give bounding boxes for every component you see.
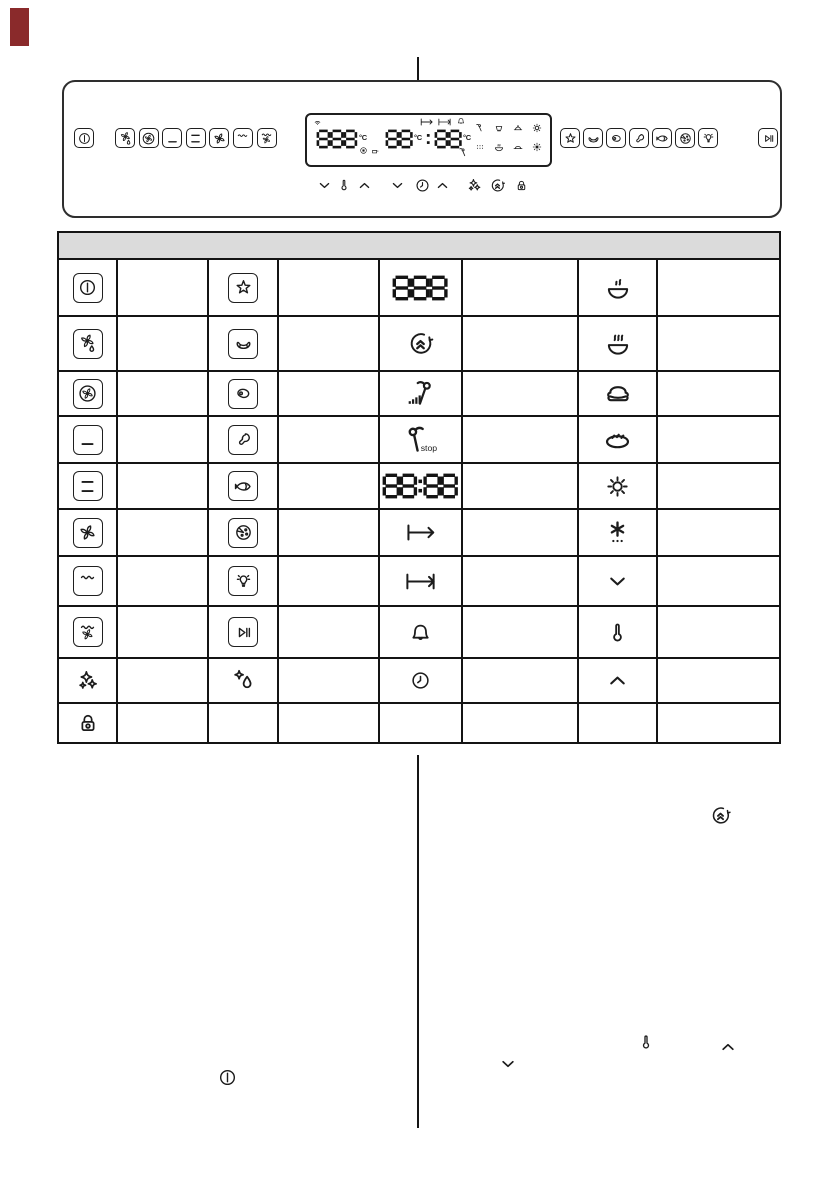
lock-icon xyxy=(514,178,529,193)
fan-function-button xyxy=(209,128,229,148)
grill-function-button xyxy=(233,128,253,148)
chevron-down-icon xyxy=(606,570,629,593)
bell-icon xyxy=(407,619,434,646)
table-description-cell xyxy=(118,464,207,508)
table-description-cell xyxy=(658,659,779,702)
lamp-program-button xyxy=(698,128,718,148)
auto-indicator xyxy=(359,146,368,155)
table-description-cell xyxy=(118,317,207,370)
display-unit: °C xyxy=(359,133,368,142)
table-description-cell xyxy=(118,260,207,315)
page-edge-tab xyxy=(10,8,29,46)
table-description-cell xyxy=(658,464,779,508)
table-icon-cell xyxy=(579,607,656,657)
table-description-cell xyxy=(463,260,577,315)
table-description-cell xyxy=(279,659,378,702)
table-description-cell xyxy=(579,704,656,742)
power-button-icon xyxy=(73,273,103,303)
pizza-program-button xyxy=(675,128,695,148)
table-icon-cell xyxy=(209,464,277,508)
power-icon xyxy=(77,277,98,298)
fish-icon xyxy=(655,131,670,146)
table-description-cell xyxy=(279,510,378,555)
thermometer-icon xyxy=(604,619,631,646)
table-description-cell xyxy=(463,557,577,605)
table-description-cell xyxy=(279,557,378,605)
circled-star-icon xyxy=(359,146,368,155)
table-icon-cell xyxy=(380,607,461,657)
fan-grill-function-button xyxy=(257,128,277,148)
table-icon-cell xyxy=(380,260,461,315)
playpause-button-icon xyxy=(228,617,258,647)
star-icon xyxy=(233,277,254,298)
lamp-button-icon xyxy=(228,566,258,596)
oven-function-buttons xyxy=(115,128,277,148)
bottom-heat-button-icon xyxy=(73,425,103,455)
star-icon xyxy=(563,131,578,146)
table-icon-cell xyxy=(59,704,116,742)
chevron-up-control xyxy=(357,178,372,193)
fan-circle-icon xyxy=(141,131,156,146)
defrost-icon xyxy=(604,519,631,546)
table-description-cell xyxy=(463,464,577,508)
table-header xyxy=(59,233,779,258)
table-icon-cell xyxy=(209,510,277,555)
bowl-steam-3-icon xyxy=(603,329,633,359)
sun-filled-icon xyxy=(531,141,543,153)
bowl-mini-icon xyxy=(493,141,505,153)
table-icon-cell xyxy=(579,417,656,462)
table-description-cell xyxy=(118,557,207,605)
table-description-cell xyxy=(118,510,207,555)
probe-stop-icon xyxy=(403,422,439,458)
table-description-cell xyxy=(658,417,779,462)
table-description-cell xyxy=(463,704,577,742)
cloche-icon xyxy=(512,122,524,134)
table-icon-cell xyxy=(380,659,461,702)
fan-grill-icon xyxy=(77,622,98,643)
croissant-button-icon xyxy=(228,329,258,359)
display-unit: °C xyxy=(414,133,423,142)
inline-power-icon xyxy=(217,1067,238,1088)
pizza-button-icon xyxy=(228,518,258,548)
arrow-end-icon xyxy=(437,117,452,127)
lamp-icon xyxy=(233,571,254,592)
play-pause-icon xyxy=(761,131,776,146)
lamp-icon xyxy=(701,131,716,146)
sun-mini-icon xyxy=(531,122,543,134)
inline-quick-heat-icon xyxy=(709,804,732,827)
table-icon-cell xyxy=(59,607,116,657)
table-description-cell xyxy=(209,704,277,742)
lock-control xyxy=(514,178,529,193)
top-bottom-heat-function-button xyxy=(186,128,206,148)
table-description-cell xyxy=(463,417,577,462)
chevron-down-icon xyxy=(499,1055,517,1073)
table-description-cell xyxy=(658,510,779,555)
bottom-heat-function-button xyxy=(162,128,182,148)
column-divider-line xyxy=(417,755,419,1128)
table-description-cell xyxy=(279,260,378,315)
arrow-start-icon xyxy=(404,521,437,544)
conventional-icon xyxy=(77,476,98,497)
chevron-down-control xyxy=(317,178,332,193)
conventional-button-icon xyxy=(73,471,103,501)
table-icon-cell xyxy=(59,372,116,415)
croissant-icon xyxy=(586,131,601,146)
table-description-cell xyxy=(279,317,378,370)
star-button-icon xyxy=(228,273,258,303)
table-icon-cell xyxy=(209,659,277,702)
display-temp-digits xyxy=(316,129,358,149)
control-panel-diagram xyxy=(62,80,782,218)
table-description-cell xyxy=(279,607,378,657)
star-program-button xyxy=(560,128,580,148)
table-description-cell xyxy=(658,607,779,657)
fish-button-icon xyxy=(228,471,258,501)
sun-mini-indicator xyxy=(531,122,543,134)
dots-indicator xyxy=(474,141,486,153)
grill-icon xyxy=(235,131,250,146)
table-description-cell xyxy=(118,659,207,702)
chevron-up-icon xyxy=(606,669,629,692)
table-description-cell xyxy=(463,607,577,657)
bowl-steam-1-icon xyxy=(603,273,633,303)
table-icon-cell xyxy=(209,372,277,415)
probe-signal-icon xyxy=(404,377,437,410)
meat-button-icon xyxy=(228,379,258,409)
brioche-icon xyxy=(602,378,634,410)
program-buttons xyxy=(560,128,718,148)
table-description-cell xyxy=(118,417,207,462)
display-time-digits xyxy=(385,129,413,149)
table-icon-cell xyxy=(380,417,461,462)
table-icon-cell xyxy=(380,557,461,605)
steam-fan-function-button xyxy=(115,128,135,148)
power-button xyxy=(74,128,94,148)
table-description-cell xyxy=(279,704,378,742)
fan-only-icon xyxy=(212,131,227,146)
dish-icon xyxy=(512,141,524,153)
chicken-button-icon xyxy=(228,425,258,455)
table-description-cell xyxy=(658,557,779,605)
chevron-up-icon xyxy=(435,178,450,193)
fan-grill-button-icon xyxy=(73,617,103,647)
meat-icon xyxy=(233,383,254,404)
cloche-indicator xyxy=(512,122,524,134)
probe-mini-icon xyxy=(457,146,470,159)
table-icon-cell xyxy=(209,317,277,370)
fan-only-button-icon xyxy=(73,518,103,548)
table-icon-cell xyxy=(59,417,116,462)
table-description-cell xyxy=(118,607,207,657)
table-description-cell xyxy=(463,659,577,702)
table-icon-cell xyxy=(579,260,656,315)
table-icon-cell xyxy=(579,317,656,370)
fan-steam-icon xyxy=(77,333,98,354)
quick-heat-control xyxy=(489,177,506,194)
fan-only-icon xyxy=(77,522,98,543)
table-icon-cell xyxy=(579,557,656,605)
cup-indicator xyxy=(493,122,505,134)
table-icon-cell xyxy=(579,464,656,508)
power-icon xyxy=(217,1067,238,1088)
end-time-indicator xyxy=(437,117,452,127)
fan-steam-icon xyxy=(118,131,133,146)
grill-button-icon xyxy=(73,566,103,596)
inline-chevron-up-icon xyxy=(719,1038,737,1056)
table-description-cell xyxy=(463,372,577,415)
thermometer-control xyxy=(336,177,352,193)
start-pause-button xyxy=(758,128,778,148)
quick-heat-icon xyxy=(489,177,506,194)
grill-icon xyxy=(77,571,98,592)
bottom-heat-icon xyxy=(165,131,180,146)
table-icon-cell xyxy=(59,260,116,315)
table-icon-cell xyxy=(59,464,116,508)
quick-heat-icon xyxy=(406,329,435,358)
sun-filled-indicator xyxy=(531,141,543,153)
meat-program-button xyxy=(606,128,626,148)
start-time-indicator xyxy=(419,117,434,127)
chevron-up-icon xyxy=(719,1038,737,1056)
table-description-cell xyxy=(463,317,577,370)
table-icon-cell xyxy=(209,607,277,657)
clock-control xyxy=(414,177,431,194)
table-description-cell xyxy=(380,704,461,742)
bread-icon xyxy=(601,423,634,456)
table-icon-cell xyxy=(380,510,461,555)
table-icon-cell xyxy=(380,464,461,508)
table-description-cell xyxy=(658,317,779,370)
legend-table xyxy=(57,231,781,744)
power-icon xyxy=(77,131,92,146)
true-fan-function-button xyxy=(139,128,159,148)
playpause-icon xyxy=(233,622,254,643)
fan-circle-icon xyxy=(77,383,98,404)
conventional-icon xyxy=(188,131,203,146)
pizza-icon xyxy=(233,522,254,543)
thermometer-icon xyxy=(636,1032,656,1052)
inline-thermometer-icon xyxy=(636,1032,656,1052)
thermometer-icon xyxy=(336,177,352,193)
chevron-down-icon xyxy=(390,178,405,193)
arrow-end-icon xyxy=(403,570,438,593)
table-description-cell xyxy=(279,464,378,508)
table-description-cell xyxy=(118,372,207,415)
dish-indicator xyxy=(512,141,524,153)
chevron-up-icon xyxy=(357,178,372,193)
arrow-start-icon xyxy=(419,117,434,127)
chicken-program-button xyxy=(629,128,649,148)
wifi-indicator xyxy=(312,118,323,129)
table-description-cell xyxy=(279,417,378,462)
display-unit: °C xyxy=(463,133,472,142)
clock-icon xyxy=(409,669,432,692)
chicken-icon xyxy=(632,131,647,146)
minute-minder-indicator xyxy=(456,116,466,126)
bell-icon xyxy=(456,116,466,126)
clean-drop-icon xyxy=(230,667,257,694)
table-icon-cell xyxy=(59,317,116,370)
table-icon-cell xyxy=(579,372,656,415)
bowl-mini-indicator xyxy=(493,141,505,153)
probe-indicator xyxy=(457,146,470,159)
sparkles-icon xyxy=(466,177,483,194)
display-colon xyxy=(425,129,432,149)
cup-icon xyxy=(493,122,505,134)
table-icon-cell xyxy=(380,372,461,415)
table-icon-cell xyxy=(209,260,277,315)
table-icon-cell xyxy=(579,510,656,555)
sparkles-icon xyxy=(75,668,101,694)
pan-indicator xyxy=(370,146,380,156)
table-description-cell xyxy=(279,372,378,415)
chicken-icon xyxy=(233,429,254,450)
table-icon-cell xyxy=(59,557,116,605)
wifi-icon xyxy=(312,118,323,129)
sparkles-control xyxy=(466,177,483,194)
table-description-cell xyxy=(118,704,207,742)
table-description-cell xyxy=(658,704,779,742)
fish-icon xyxy=(233,476,254,497)
fan-grill-icon xyxy=(259,131,274,146)
fan-steam-button-icon xyxy=(73,329,103,359)
table-icon-cell xyxy=(579,659,656,702)
probe-mini-indicator xyxy=(474,122,486,134)
display xyxy=(305,113,552,167)
quick-heat-icon xyxy=(709,804,732,827)
bottom-heat-icon xyxy=(77,429,98,450)
croissant-icon xyxy=(233,333,254,354)
chevron-up-control xyxy=(435,178,450,193)
table-description-cell xyxy=(658,372,779,415)
probe-mini-icon xyxy=(474,122,486,134)
table-icon-cell xyxy=(59,510,116,555)
sun-icon xyxy=(603,472,632,501)
fish-program-button xyxy=(652,128,672,148)
croissant-program-button xyxy=(583,128,603,148)
table-icon-cell xyxy=(380,317,461,370)
meat-icon xyxy=(609,131,624,146)
top-divider-line xyxy=(417,57,419,81)
clock-icon xyxy=(414,177,431,194)
table-icon-cell xyxy=(59,659,116,702)
chevron-down-icon xyxy=(317,178,332,193)
chevron-down-control xyxy=(390,178,405,193)
table-icon-cell xyxy=(209,557,277,605)
pan-icon xyxy=(370,146,380,156)
table-icon-cell xyxy=(209,417,277,462)
table-description-cell xyxy=(658,260,779,315)
pizza-icon xyxy=(678,131,693,146)
inline-chevron-down-icon xyxy=(499,1055,517,1073)
lock-icon xyxy=(75,710,101,736)
dots-icon xyxy=(474,141,486,153)
table-description-cell xyxy=(463,510,577,555)
fan-circle-button-icon xyxy=(73,379,103,409)
svg-text:stop: stop xyxy=(420,442,437,453)
